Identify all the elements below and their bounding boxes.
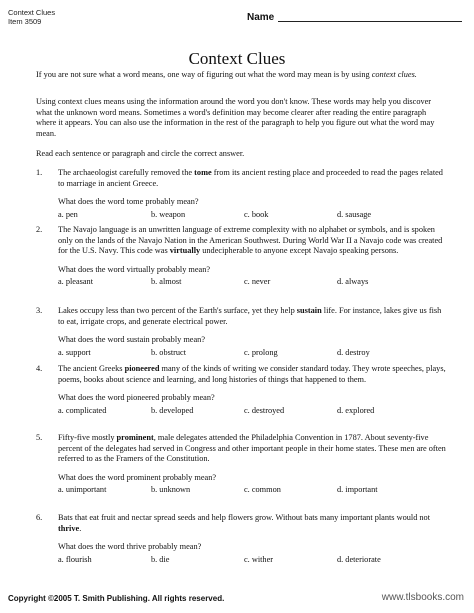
intro-paragraph-1 [36,70,446,81]
question-prompt: What does the word tome probably mean? [58,197,199,206]
option-c[interactable]: c. never [244,277,271,286]
question-6 [36,513,446,566]
option-b[interactable]: b. die [151,554,170,564]
option-b[interactable]: b. unknown [151,485,191,494]
option-d[interactable]: d. sausage [337,209,372,219]
option-b[interactable]: b. obstruct [151,347,187,357]
target-word: prominent [116,433,154,442]
question-5 [36,433,446,496]
question-1 [36,168,446,221]
name-field-line[interactable] [278,21,462,22]
answer-options [58,555,446,566]
passage-text: The Navajo language is an unwritten language of extreme complexity with no alphabet or symbols, and is spoken only on the lands of the Navajo Nation in the American Southwest. During World War II a Navajo code was created for the U.S. Navy. This code was [58,225,443,255]
answer-options [58,277,446,288]
option-a[interactable]: a. complicated [58,405,107,415]
question-passage [58,364,446,385]
option-d[interactable]: d. always [337,277,369,286]
question-number: 6. [36,513,43,522]
option-a[interactable]: a. pen [58,209,78,219]
question-prompt: What does the word prominent probably mean? [58,472,217,482]
passage-text: undecipherable to anyone except Navajo speaking persons. [200,246,399,255]
option-d[interactable]: d. deteriorate [337,554,381,564]
question-number: 4. [36,364,43,373]
question-number: 2. [36,225,43,234]
passage-text: The archaeologist carefully removed the [58,168,195,177]
option-a[interactable]: a. support [58,347,91,357]
option-c[interactable]: c. wither [244,554,274,564]
passage-text: many of the kinds of writing we consider standard today. They wrote speeches, plays, poems, books about science and learning, and long histories of things that happened to them. [58,364,446,384]
question-prompt: What does the word thrive probably mean? [58,542,202,551]
option-c[interactable]: c. prolong [244,347,278,357]
option-a[interactable]: a. flourish [58,554,92,564]
question-number: 5. [36,433,43,442]
answer-options [58,485,446,496]
answer-options [58,210,446,221]
question-passage [58,168,446,189]
question-passage [58,433,446,465]
option-a[interactable]: a. unimportant [58,485,107,494]
target-word: pioneered [124,364,160,373]
intro-italic-term: context clues. [371,70,417,79]
question-number: 3. [36,306,43,315]
question-3 [36,306,446,359]
option-b[interactable]: b. weapon [151,209,186,219]
target-word: thrive [58,523,80,533]
question-passage [58,513,446,534]
answer-options [58,348,446,359]
option-c[interactable]: c. destroyed [244,405,285,415]
question-prompt: What does the word virtually probably mean? [58,264,211,274]
passage-text: , male delegates attended the Philadelphia Convention in 1787. About seventy-five percent of the delegates had served in Congress and other important people in their home states. These men are often referred to as the Framers of the Constitution. [58,433,446,463]
passage-text: Lakes occupy less than two percent of the Earth's surface, yet they help [58,306,297,315]
question-passage [58,225,446,257]
worksheet-topic: Context Clues [8,8,56,17]
passage-text: life. For instance, lakes give us fish to eat, irrigate crops, and generate electrical power. [58,306,442,326]
question-prompt: What does the word pioneered probably mean? [58,393,215,402]
target-word: virtually [169,246,201,255]
option-b[interactable]: b. almost [151,277,182,286]
option-a[interactable]: a. pleasant [58,277,94,286]
passage-text: from its ancient resting place and proceeded to read the pages related to marriage in ancient Greece. [58,168,443,188]
passage-text: Bats that eat fruit and nectar spread seeds and help flowers grow. Without bats many important plants would not [58,513,431,522]
copyright-notice: Copyright ©2005 T. Smith Publishing. All rights reserved. [8,594,225,603]
website-link[interactable]: www.tlsbooks.com [381,592,464,603]
passage-text: Fifty-five mostly [58,433,117,442]
option-c[interactable]: c. common [244,485,281,494]
target-word: sustain [296,306,322,315]
target-word: tome [194,168,212,177]
item-header [8,8,55,26]
passage-text: The ancient Greeks [58,364,125,373]
answer-options [58,406,446,417]
name-label: Name [247,12,275,23]
intro-text: If you are not sure what a word means, one way of figuring out what the word may mean is by using [36,70,372,79]
option-d[interactable]: d. explored [337,405,375,415]
question-prompt: What does the word sustain probably mean? [58,335,205,344]
page-title: Context Clues [188,49,286,68]
option-d[interactable]: d. destroy [337,347,370,357]
question-2 [36,225,446,288]
instructions: Read each sentence or paragraph and circle the correct answer. [36,149,245,158]
option-d[interactable]: d. important [337,485,378,494]
option-b[interactable]: b. developed [151,405,194,415]
question-number: 1. [36,168,43,177]
option-c[interactable]: c. book [244,209,269,219]
question-passage [58,306,446,327]
intro-paragraph-2: Using context clues means using the information around the word you don't know. These words may help you discover what the unknown word means. Sometimes a word's definition may become clearer after reading the entire paragraph where it appears. You can also use the information in the rest of the paragraph to help you figure out what the word may mean. [36,97,435,138]
question-4 [36,364,446,417]
passage-text: . [79,523,82,533]
item-number: Item 3509 [8,17,42,26]
